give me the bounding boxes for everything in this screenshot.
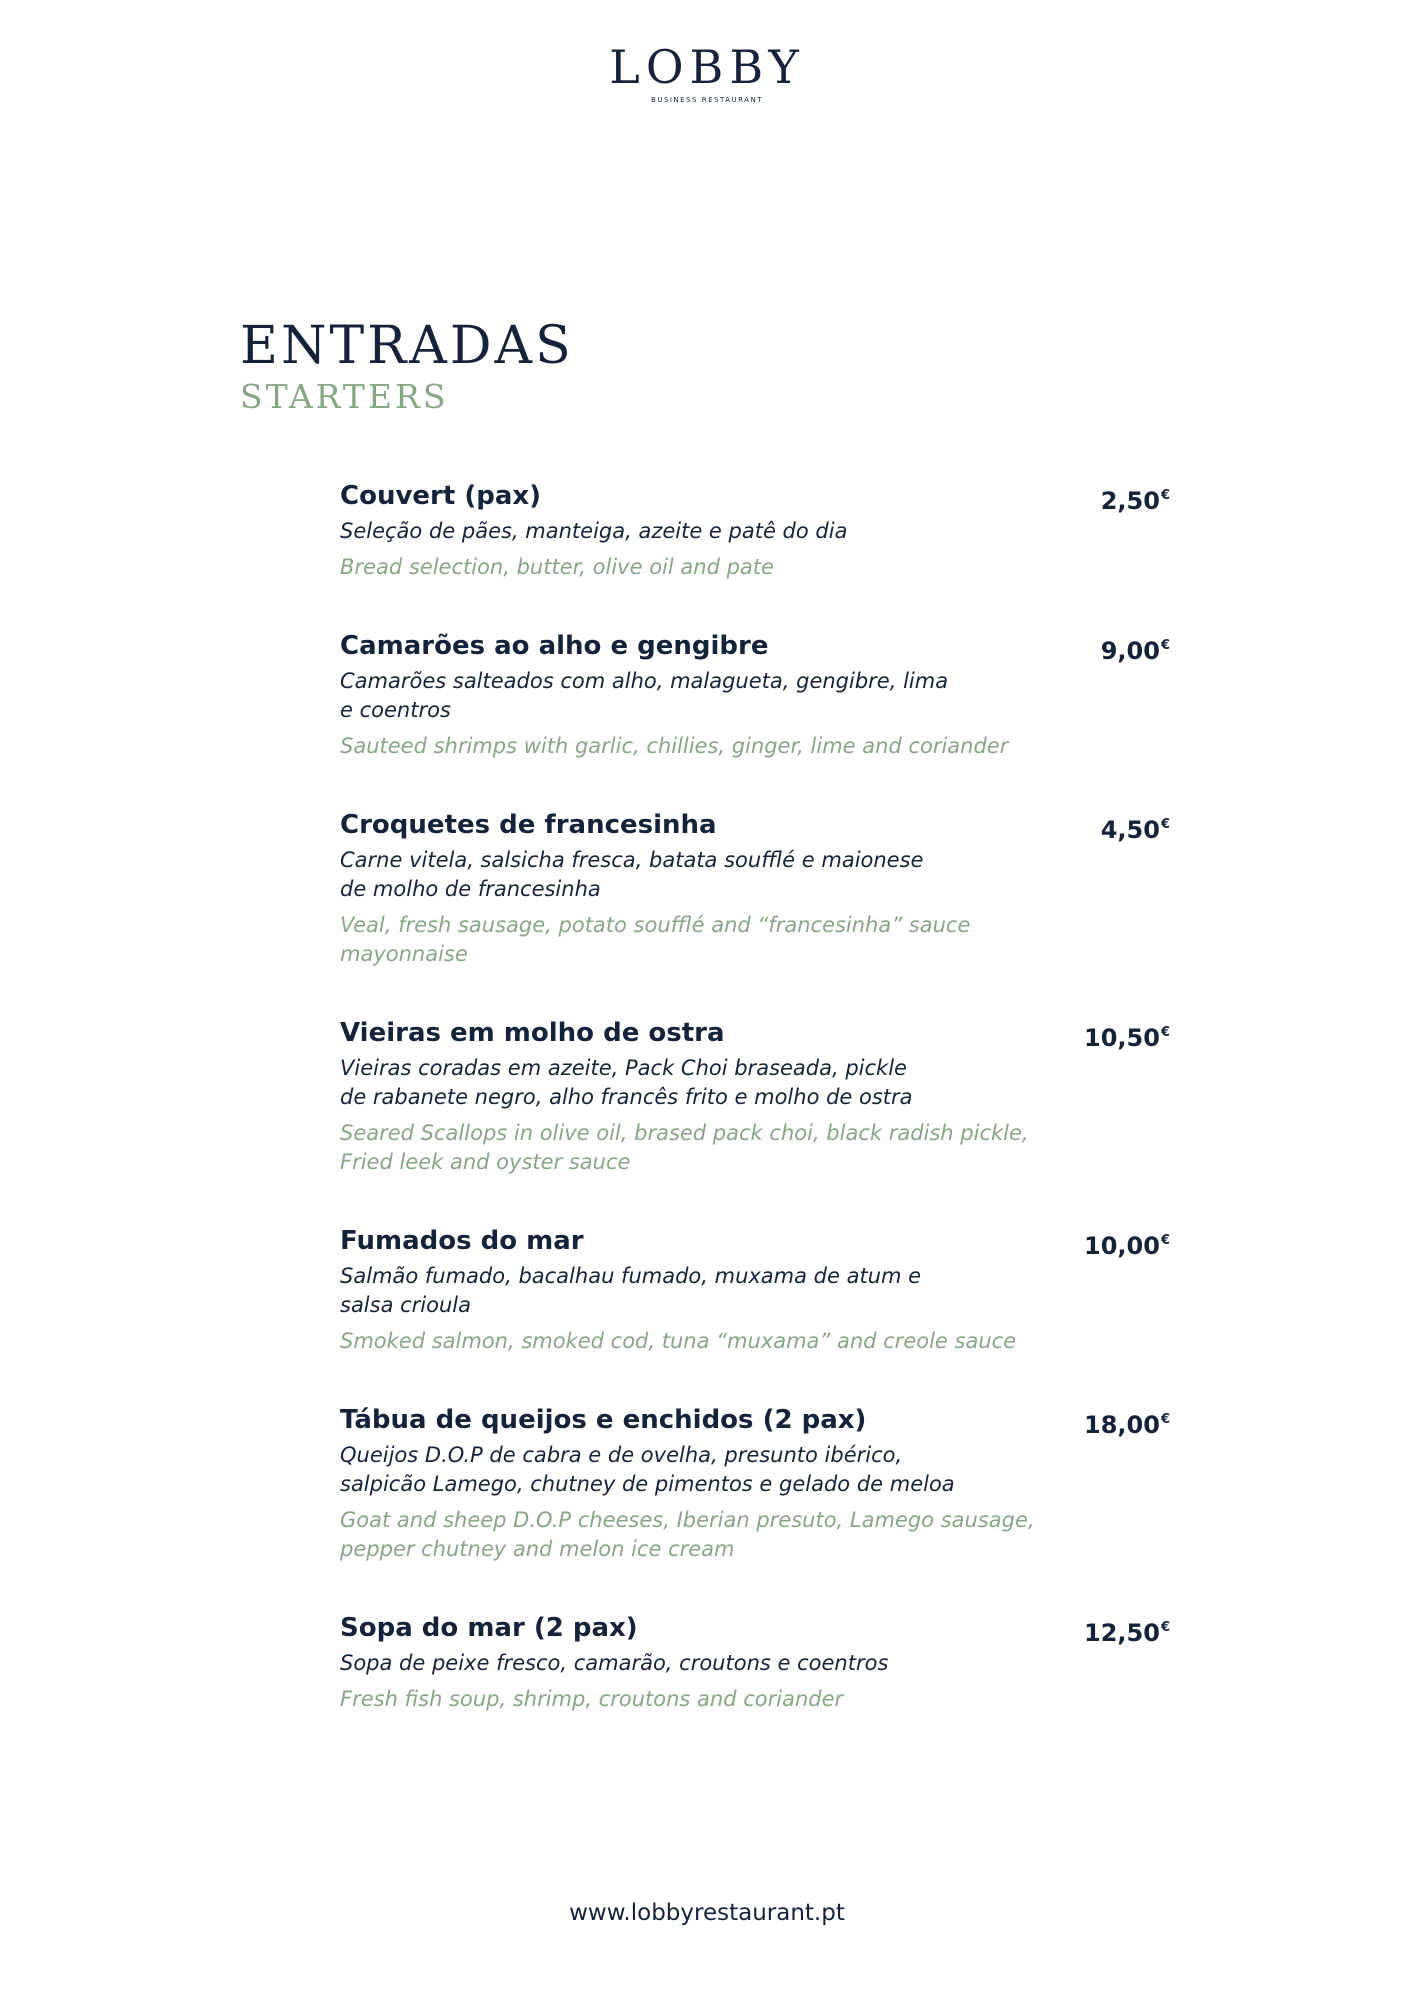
menu-item (340, 807, 1170, 969)
menu-item-description-pt: Queijos D.O.P de cabra e de ovelha, presunto ibérico, salpicão Lamego, chutney de pimentos e gelado de meloa (340, 1443, 955, 1496)
currency-symbol: € (1160, 488, 1170, 503)
price-value: 10,00 (1084, 1232, 1160, 1260)
menu-item-price (1084, 1015, 1170, 1056)
section-title-en: STARTERS (240, 377, 449, 416)
section-title-pt: ENTRADAS (240, 316, 574, 376)
menu-item-description-pt: Carne vitela, salsicha fresca, batata soufflé e maionese de molho de francesinha (340, 848, 924, 901)
menu-item-name: Fumados do mar (340, 1226, 584, 1256)
menu-item-name: Tábua de queijos e enchidos (2 pax) (340, 1405, 867, 1435)
currency-symbol: € (1160, 1620, 1170, 1635)
menu-item-name: Camarões ao alho e gengibre (340, 631, 769, 661)
price-value: 4,50 (1100, 816, 1160, 844)
menu-item-description-pt: Sopa de peixe fresco, camarão, croutons e coentros (340, 1651, 889, 1675)
menu-item-price (1101, 628, 1170, 669)
menu-item-description-pt: Seleção de pães, manteiga, azeite e patê do dia (340, 519, 848, 543)
menu-item-description-en: Veal, fresh sausage, potato soufflé and “francesinha” sauce mayonnaise (340, 913, 971, 966)
menu-item-description-en: Fresh fish soup, shrimp, croutons and coriander (340, 1687, 844, 1711)
menu-item-price (1084, 1610, 1170, 1651)
currency-symbol: € (1160, 817, 1170, 832)
currency-symbol: € (1160, 638, 1170, 653)
website-link[interactable]: www.lobbyrestaurant.pt (569, 1900, 845, 1926)
menu-item-price (1084, 1402, 1170, 1443)
price-value: 10,50 (1084, 1024, 1160, 1052)
menu-item-name: Sopa do mar (2 pax) (340, 1613, 638, 1643)
menu-item (340, 478, 1170, 582)
menu-item-price (1101, 807, 1170, 848)
menu-item-description-pt: Vieiras coradas em azeite, Pack Choi braseada, pickle de rabanete negro, alho francês frito e molho de ostra (340, 1056, 913, 1109)
menu-item (340, 628, 1170, 761)
menu-item-description-en: Sauteed shrimps with garlic, chillies, ginger, lime and coriander (340, 734, 1009, 758)
price-value: 2,50 (1100, 487, 1160, 515)
price-value: 12,50 (1084, 1619, 1160, 1647)
menu-item-name: Couvert (pax) (340, 481, 542, 511)
menu-item-description-pt: Camarões salteados com alho, malagueta, gengibre, lima e coentros (340, 669, 949, 722)
menu-item-description-en: Smoked salmon, smoked cod, tuna “muxama” and creole sauce (340, 1329, 1017, 1353)
restaurant-logo (0, 40, 1414, 104)
logo-wordmark: LOBBY (609, 40, 805, 94)
menu-item (340, 1223, 1170, 1356)
menu-item-description-pt: Salmão fumado, bacalhau fumado, muxama de atum e salsa crioula (340, 1264, 922, 1317)
menu-item-price (1084, 1223, 1170, 1264)
menu-item-description-en: Goat and sheep D.O.P cheeses, Iberian presuto, Lamego sausage, pepper chutney and melon ice cream (340, 1508, 1035, 1561)
price-value: 9,00 (1100, 637, 1160, 665)
menu-item (340, 1402, 1170, 1564)
logo-subtitle: BUSINESS RESTAURANT (651, 96, 763, 104)
section-heading (240, 316, 574, 416)
menu-item-description-en: Seared Scallops in olive oil, brased pack choi, black radish pickle, Fried leek and oyster sauce (340, 1121, 1029, 1174)
menu-item-name: Vieiras em molho de ostra (340, 1018, 725, 1048)
menu-item-price (1101, 478, 1170, 519)
price-value: 18,00 (1084, 1411, 1160, 1439)
currency-symbol: € (1160, 1025, 1170, 1040)
menu-item (340, 1610, 1170, 1714)
currency-symbol: € (1160, 1233, 1170, 1248)
menu-item-list (340, 478, 1170, 1760)
menu-item-description-en: Bread selection, butter, olive oil and pate (340, 555, 774, 579)
currency-symbol: € (1160, 1412, 1170, 1427)
menu-item-name: Croquetes de francesinha (340, 810, 717, 840)
menu-item (340, 1015, 1170, 1177)
